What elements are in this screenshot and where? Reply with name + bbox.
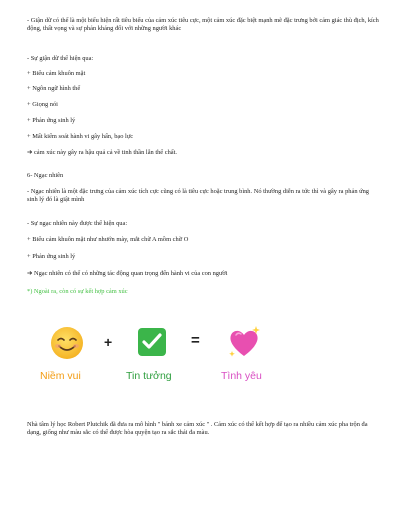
surprise-paragraph: - Ngạc nhiên là một đặc trưng của cảm xúc tích cực cũng có là tiêu cực hoặc trung bình. Nó thường diễn ra tức thì và gây ra phản ứng sinh lý đó là giật mình — [27, 188, 369, 203]
anger-item: + Mất kiểm soát hành vi gây hấn, bạo lực — [27, 133, 134, 140]
label-love: Tình yêu — [221, 370, 262, 382]
label-trust: Tin tưởng — [126, 370, 172, 382]
anger-heading: - Sự giận dữ thể hiện qua: — [27, 55, 94, 62]
section-heading-surprise: 6- Ngạc nhiên — [27, 172, 64, 179]
surprise-conclusion: ➔ Ngạc nhiên có thể có những tác động quan trọng đến hành vi của con người — [27, 270, 228, 277]
footer-paragraph: Nhà tâm lý học Robert Plutchik đã đưa ra mô hình " bánh xe cảm xúc " . Cảm xúc có thể kết hợp để tạo ra nhiều cảm xúc pha trộn đa dạng, giống như màu sắc có thể được hòa quyện tạo ra sắc thái đa màu. — [27, 421, 368, 436]
surprise-item: + Biểu cảm khuôn mặt như nhướn mày, mắt chữ A mồm chữ O — [27, 236, 189, 243]
check-box-icon — [137, 327, 167, 357]
equals-sign: = — [191, 332, 200, 349]
surprise-item: + Phản ứng sinh lý — [27, 253, 76, 260]
anger-item: + Giọng nói — [27, 101, 58, 108]
surprise-heading: - Sự ngạc nhiên này được thể hiện qua: — [27, 220, 128, 227]
sparkling-heart-icon — [226, 324, 262, 360]
label-joy: Niềm vui — [40, 370, 81, 382]
anger-conclusion: ➔ cảm xúc này gây ra hậu quả cả về tinh thần lẫn thể chất. — [27, 149, 177, 156]
extra-note: *) Ngoài ra, còn có sự kết hợp cảm xúc — [27, 288, 128, 295]
anger-paragraph: - Giận dữ có thể là một biểu hiện rất tiêu biểu của cảm xúc tiêu cực, một cảm xúc đặc biệt mạnh mẽ đặc trưng bởi cảm giác thù địch, kích động, thất vọng và sự phản kháng đối với những người khác — [27, 17, 379, 32]
anger-item: + Phản ứng sinh lý — [27, 117, 76, 124]
anger-item: + Biểu cảm khuôn mặt — [27, 70, 86, 77]
anger-item: + Ngôn ngữ hình thể — [27, 85, 81, 92]
smiling-face-icon — [50, 326, 84, 360]
plus-sign: + — [104, 334, 113, 350]
